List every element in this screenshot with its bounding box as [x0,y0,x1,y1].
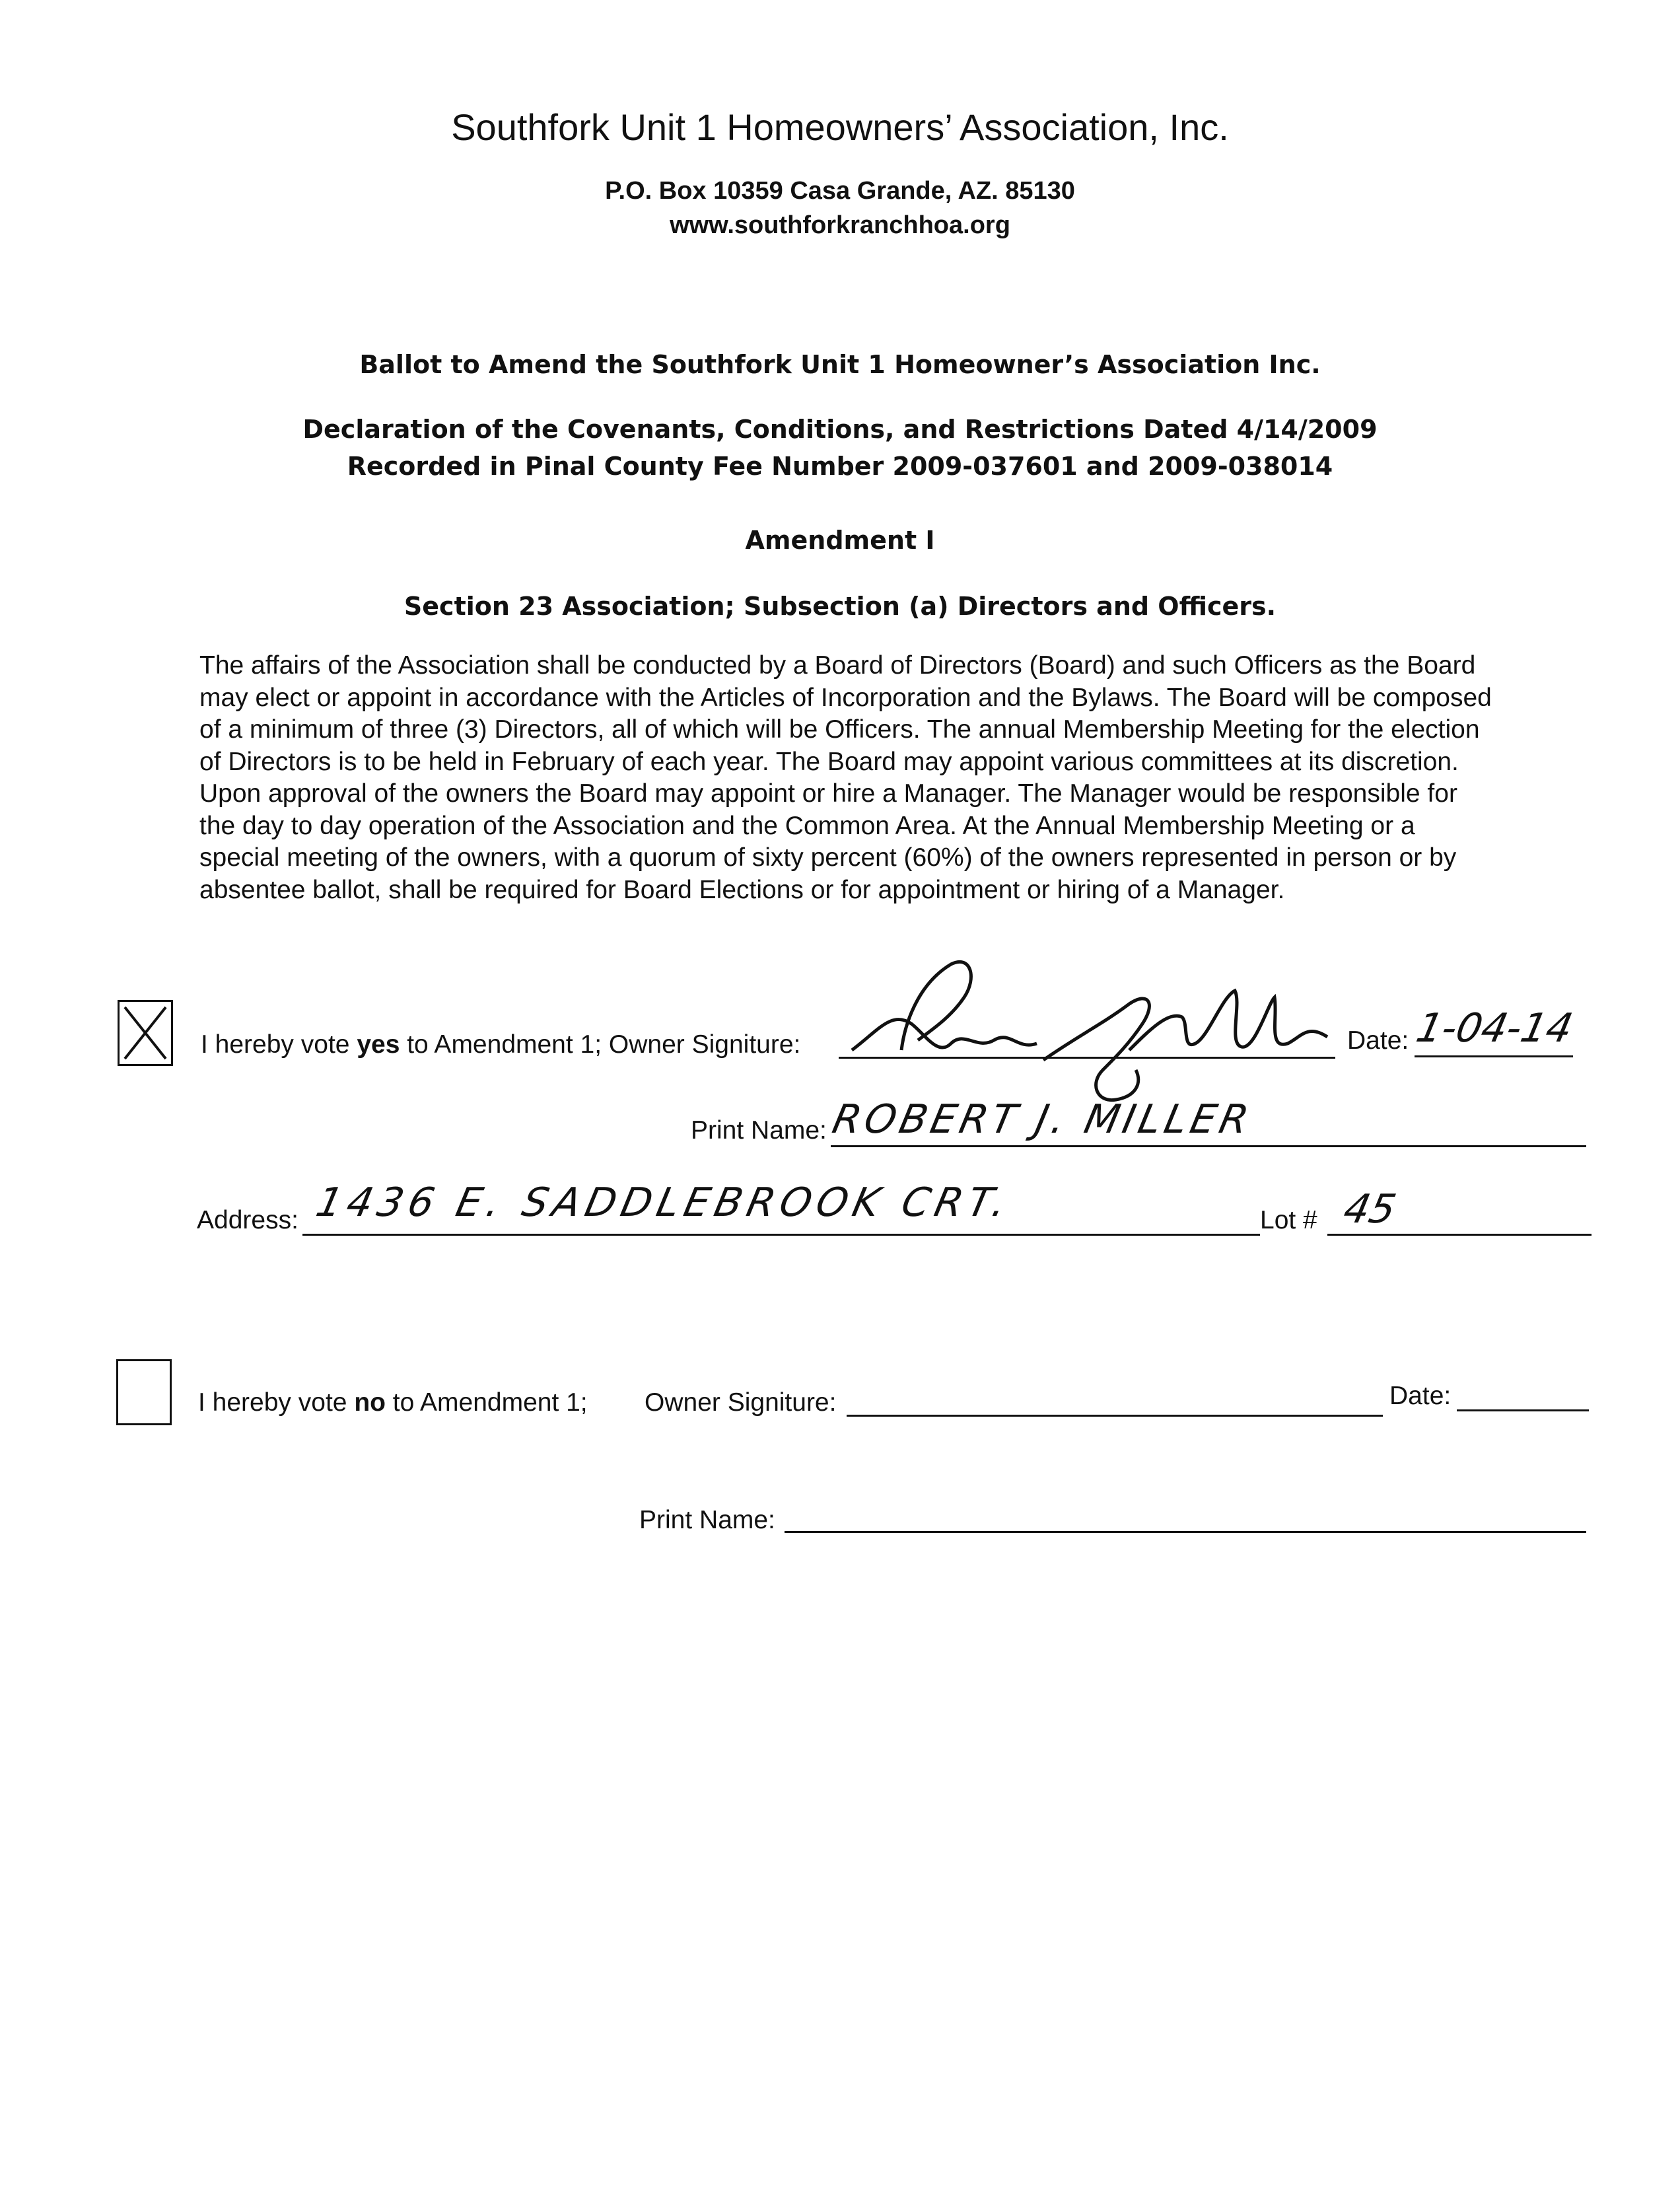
yes-vote-keyword: yes [357,1030,400,1059]
organization-website: www.southforkranchhoa.org [670,211,1010,239]
address-label: Address: [197,1206,298,1234]
ballot-title: Ballot to Amend the Southfork Unit 1 Homeowner’s Association Inc. [359,350,1321,379]
organization-address: P.O. Box 10359 Casa Grande, AZ. 85130 [605,177,1075,205]
organization-name: Southfork Unit 1 Homeowners’ Association, Inc. [451,106,1229,148]
yes-vote-suffix: to Amendment 1; Owner Signiture: [400,1030,801,1059]
no-vote-suffix: to Amendment 1; [385,1388,588,1417]
yes-print-name-label: Print Name: [691,1116,827,1145]
no-vote-checkbox[interactable] [116,1359,172,1425]
section-title: Section 23 Association; Subsection (a) Directors and Officers. [403,592,1277,621]
no-signature-line[interactable] [847,1415,1383,1417]
x-mark-icon [120,1002,171,1064]
lot-line[interactable] [1327,1234,1592,1236]
yes-date-label: Date: [1347,1026,1409,1055]
yes-date-line[interactable] [1415,1055,1573,1057]
no-signature-label: Owner Signiture: [645,1388,837,1417]
no-print-name-line[interactable] [785,1531,1586,1533]
no-date-label: Date: [1389,1382,1452,1410]
yes-vote-checkbox[interactable] [118,1000,173,1066]
declaration-title: Declaration of the Covenants, Conditions, and Restrictions Dated 4/14/2009 [302,415,1378,444]
yes-signature [839,951,1335,1110]
yes-vote-label [201,1030,800,1059]
no-date-line[interactable] [1457,1409,1589,1411]
address-value: 1436 E. SADDLEBROOK CRT. [312,1180,1016,1226]
yes-vote-prefix: I hereby vote [201,1030,357,1059]
amendment-title: Amendment I [745,526,935,555]
lot-value: 45 [1339,1186,1400,1232]
address-line[interactable] [302,1234,1260,1236]
yes-date-value: 1-04-14 [1412,1005,1577,1051]
no-print-name-label: Print Name: [639,1506,775,1534]
no-vote-keyword: no [354,1388,386,1417]
no-vote-label [198,1388,588,1417]
amendment-body-text: The affairs of the Association shall be conducted by a Board of Directors (Board) and such Officers as the Board may elect or appoint in accordance with the Articles of Incorporation and the Bylaws. The Board will be composed of a minimum of three (3) Directors, all of which will be Officers. The annual Membership Meeting for the election of Directors is to be held in February of each year. The Board may appoint various committees at its discretion. Upon approval of the owners the Board may appoint or hire a Manager. The Manager would be responsible for the day to day operation of the Association and the Common Area. At the Annual Membership Meeting or a special meeting of the owners, with a quorum of sixty percent (60%) of the owners represented in person or by absentee ballot, shall be required for Board Elections or for appointment or hiring of a Manager. [199,651,1492,904]
yes-print-name-line[interactable] [831,1145,1586,1147]
yes-print-name-value: ROBERT J. MILLER [828,1096,1257,1143]
recorded-line: Recorded in Pinal County Fee Number 2009-037601 and 2009-038014 [347,452,1333,481]
lot-label: Lot # [1260,1206,1317,1234]
no-vote-prefix: I hereby vote [198,1388,355,1417]
